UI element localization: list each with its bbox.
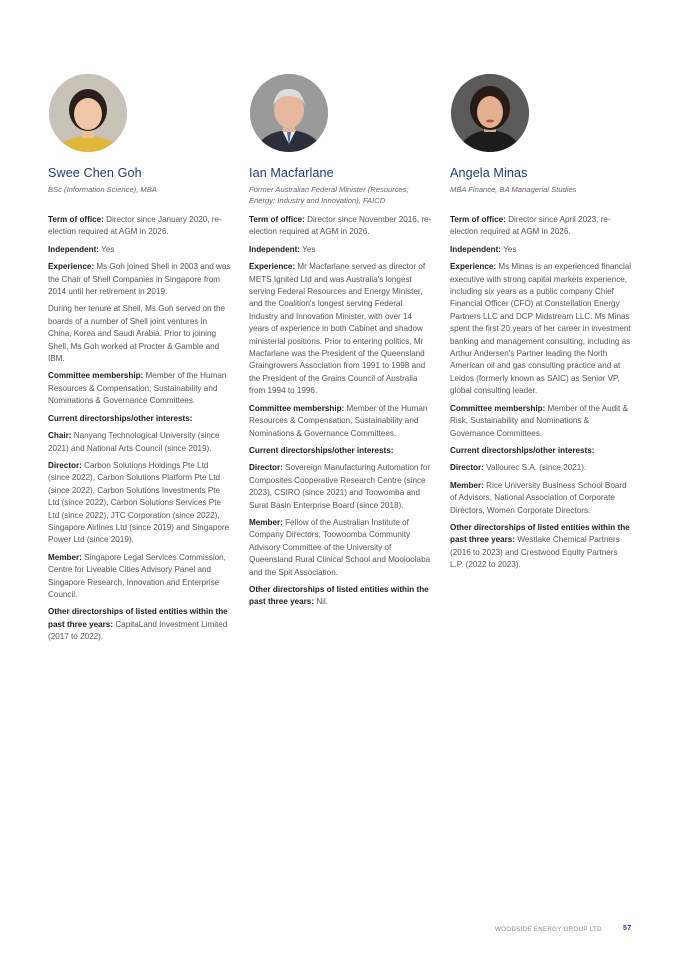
current-directorships-heading: Current directorships/other interests:	[48, 413, 193, 423]
committee-membership: Committee membership: Member of the Audit & Risk, Sustainability and Nominations & Governance Committees.	[450, 403, 628, 438]
director-profile-goh	[48, 74, 231, 642]
current-directorships-heading: Current directorships/other interests:	[450, 445, 595, 455]
director-details	[450, 214, 633, 577]
footer-company: WOODSIDE ENERGY GROUP LTD	[495, 926, 602, 933]
director-qualifications: MBA Finance, BA Managerial Studies	[450, 185, 577, 194]
current-directorships-heading: Current directorships/other interests:	[249, 445, 394, 455]
member-roles: Member: Singapore Legal Services Commission, Centre for Liveable Cities Advisory Panel and Singapore Research, Innovation and Enterprise Council.	[48, 552, 226, 599]
member-roles: Member: Fellow of the Australian Institute of Company Directors, Toowoomba Community Advisory Committee of the University of Queensland Rural Clinical School and Mooloolaba and the Spit Association.	[249, 517, 431, 577]
experience: Experience: Ms Minas is an experienced financial executive with strong capital markets experience, including six years as a public company Chief Financial Officer (CFO) at Constellation Energy Partners LLC and DCP Midstream LLC. Ms Minas spent the first 20 years of her career in investment banking and management consulting, including as Arthur Andersen's Partner leading the North American oil and gas consulting practice and at Leidos (formerly known as SAIC) as Senior VP, global consulting leader.	[450, 262, 632, 396]
independent: Independent: Yes	[48, 244, 115, 254]
other-listed-directorships: Other directorships of listed entities within the past three years: CapitaLand Investment Limited (2017 to 2022).	[48, 607, 228, 642]
other-listed-directorships: Other directorships of listed entities within the past three years: Nil.	[249, 584, 429, 607]
director-photo	[451, 74, 529, 152]
director-name: Angela Minas	[450, 166, 528, 180]
director-details	[48, 214, 231, 649]
director-roles: Director: Vallourec S.A. (since 2021).	[450, 463, 587, 473]
director-profile-minas	[450, 74, 633, 570]
committee-membership: Committee membership: Member of the Human Resources & Compensation, Sustainability and Nominations & Governance Committees.	[48, 371, 227, 406]
committee-membership: Committee membership: Member of the Human Resources & Compensation, Sustainability and Nominations & Governance Committees.	[249, 403, 428, 438]
director-profile-macfarlane	[249, 74, 432, 607]
director-roles: Director: Sovereign Manufacturing Automation for Composites Cooperative Research Centre (since 2023), CSIRO (since 2021) and Toowomba and Surat Basin Enterprise Board (since 2018).	[249, 463, 431, 510]
director-name: Swee Chen Goh	[48, 166, 142, 180]
independent: Independent: Yes	[249, 244, 316, 254]
page-footer	[495, 926, 635, 933]
term-of-office: Term of office: Director since January 2020, re-election required at AGM in 2026.	[48, 215, 222, 237]
experience-continued: During her tenure at Shell, Ms Goh served on the boards of a number of Shell joint ventures in China, Korea and Saudi Arabia. Prior to joining Shell, Ms Goh worked at Procter & Gamble and IBM.	[48, 304, 226, 364]
director-photo	[250, 74, 328, 152]
independent: Independent: Yes	[450, 244, 517, 254]
term-of-office: Term of office: Director since November 2016, re-election required at AGM in 2026.	[249, 215, 432, 237]
chair-roles: Chair: Nanyang Technological University (since 2021) and National Arts Council (since 2019).	[48, 431, 220, 453]
page-number: 57	[623, 925, 632, 932]
member-roles: Member: Rice University Business School Board of Advisors, National Association of Corporate Directors, Women Corporate Directors.	[450, 480, 627, 515]
term-of-office: Term of office: Director since April 2023, re-election required at AGM in 2026.	[450, 215, 611, 237]
director-qualifications: BSc (Information Science), MBA	[48, 185, 157, 194]
director-details	[249, 214, 432, 614]
director-qualifications: Former Australian Federal Minister (Resources; Energy; Industry and Innovation), FAICD	[249, 185, 409, 206]
director-photo	[49, 74, 127, 152]
director-roles: Director: Carbon Solutions Holdings Pte Ltd (since 2022), Carbon Solutions Platform Pte Ltd (since 2022), Carbon Solutions Investments Pte Ltd (since 2022), Carbon Solutions Services Pte Ltd (since 2022), JTC Corporation (since 2022), Singapore Airlines Ltd (since 2019) and Singapore Power Ltd (since 2019).	[48, 460, 230, 545]
director-name: Ian Macfarlane	[249, 166, 334, 180]
experience: Experience: Ms Goh joined Shell in 2003 and was the Chair of Shell Companies in Singapore from 2014 until her retirement in 2019.	[48, 262, 231, 297]
other-listed-directorships: Other directorships of listed entities within the past three years: Westlake Chemical Partners (2016 to 2023) and Crestwood Equity Partners L.P. (2022 to 2023).	[450, 522, 630, 570]
experience: Experience: Mr Macfarlane served as director of METS Ignited Ltd and was Australia's longest serving Federal Resources and Energy Minister, and the Coalition's longest serving Federal Industry and Innovation Minister, with over 14 years of experience in both Cabinet and shadow ministerial positions. Prior to entering politics, Mr Macfarlane was the President of the Queensland Graingrowers Association from 1991 to 1998 and the President of the Grains Council of Australia from 1994 to 1996.	[249, 262, 426, 396]
